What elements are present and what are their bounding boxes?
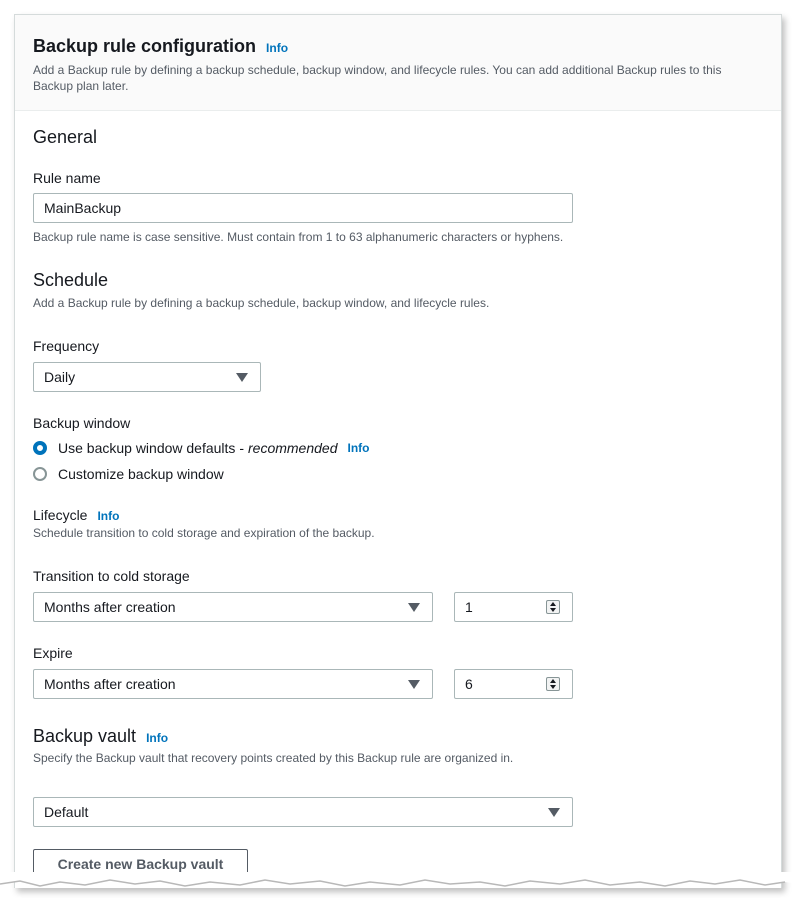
number-stepper-icon[interactable] xyxy=(546,677,560,691)
caret-down-icon xyxy=(408,680,420,689)
radio-default-label: Use backup window defaults - xyxy=(58,440,244,456)
transition-unit-select[interactable] xyxy=(33,592,433,622)
radio-unchecked-icon[interactable] xyxy=(33,467,47,481)
backup-window-info-link[interactable]: Info xyxy=(347,441,370,455)
frequency-label: Frequency xyxy=(33,338,100,354)
rule-name-value: MainBackup xyxy=(44,200,122,216)
lifecycle-label: Lifecycle xyxy=(33,507,88,523)
header-info-link[interactable]: Info xyxy=(266,41,289,55)
torn-edge-decoration xyxy=(0,872,800,898)
vault-title-row xyxy=(33,726,168,747)
lifecycle-info-link[interactable]: Info xyxy=(97,509,120,523)
radio-use-defaults[interactable] xyxy=(33,440,370,456)
vault-info-link[interactable]: Info xyxy=(146,731,169,745)
lifecycle-description: Schedule transition to cold storage and expiration of the backup. xyxy=(33,526,375,540)
expire-unit-value: Months after creation xyxy=(44,676,176,692)
radio-default-recommended: recommended xyxy=(248,440,338,456)
rule-name-input[interactable] xyxy=(33,193,573,223)
transition-number-value: 1 xyxy=(465,599,473,615)
panel-header xyxy=(15,15,781,111)
rule-name-label: Rule name xyxy=(33,170,101,186)
radio-custom-label: Customize backup window xyxy=(58,466,224,482)
header-description: Add a Backup rule by defining a backup schedule, backup window, and lifecycle rules. You can add additional Backup rules to this Backup plan later. xyxy=(33,63,722,93)
radio-checked-icon[interactable] xyxy=(33,441,47,455)
expire-number-input[interactable] xyxy=(454,669,573,699)
expire-unit-select[interactable] xyxy=(33,669,433,699)
create-vault-button[interactable]: Create new Backup vault xyxy=(33,849,248,879)
backup-rule-panel xyxy=(14,14,782,888)
radio-customize-window[interactable] xyxy=(33,466,224,482)
vault-selected-value: Default xyxy=(44,804,89,820)
page-title: Backup rule configuration xyxy=(33,36,257,56)
lifecycle-title-row xyxy=(33,507,119,523)
frequency-value: Daily xyxy=(44,369,76,385)
general-heading: General xyxy=(33,127,98,147)
schedule-heading: Schedule xyxy=(33,270,109,290)
schedule-description: Add a Backup rule by defining a backup schedule, backup window, and lifecycle rules. xyxy=(33,296,490,310)
vault-description: Specify the Backup vault that recovery points created by this Backup rule are organized in. xyxy=(33,751,514,765)
vault-select[interactable] xyxy=(33,797,573,827)
transition-unit-value: Months after creation xyxy=(44,599,176,615)
vault-heading: Backup vault xyxy=(33,726,137,746)
rule-name-hint: Backup rule name is case sensitive. Must contain from 1 to 63 alphanumeric characters or hyphens. xyxy=(33,230,564,244)
caret-down-icon xyxy=(236,373,248,382)
backup-window-label: Backup window xyxy=(33,415,131,431)
caret-down-icon xyxy=(548,808,560,817)
transition-label: Transition to cold storage xyxy=(33,568,190,584)
transition-number-input[interactable] xyxy=(454,592,573,622)
number-stepper-icon[interactable] xyxy=(546,600,560,614)
expire-number-value: 6 xyxy=(465,676,473,692)
expire-label: Expire xyxy=(33,645,73,661)
frequency-select[interactable] xyxy=(33,362,261,392)
caret-down-icon xyxy=(408,603,420,612)
header-title-row xyxy=(33,36,288,57)
